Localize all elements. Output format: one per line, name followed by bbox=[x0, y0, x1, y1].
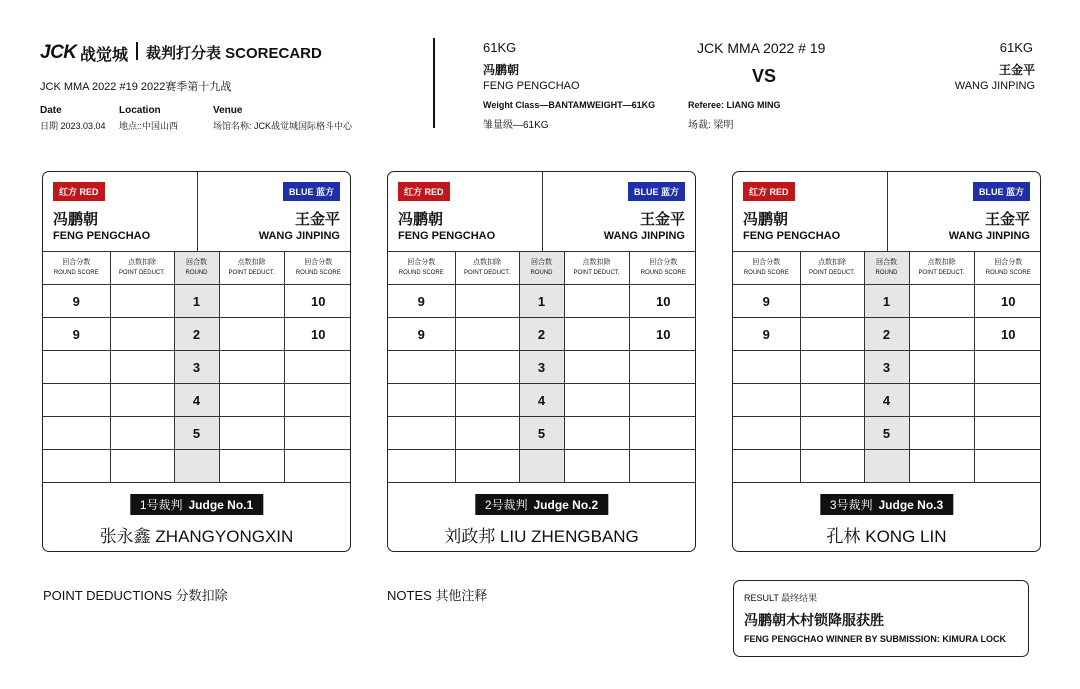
blue-round-score bbox=[284, 417, 351, 450]
red-round-score bbox=[388, 351, 455, 384]
round-number: 2 bbox=[174, 318, 219, 351]
header-blue-point-deduct-cn: 点数扣除 bbox=[237, 259, 266, 266]
round-number: 3 bbox=[519, 351, 564, 384]
red-fighter-name-cn: 冯鹏朝 bbox=[53, 211, 99, 228]
blue-deduct-total bbox=[564, 450, 629, 483]
blue-deduct-total bbox=[219, 450, 284, 483]
red-deduct-total bbox=[110, 450, 174, 483]
blue-point-deduct bbox=[909, 384, 974, 417]
blue-round-score: 10 bbox=[284, 318, 351, 351]
header-round bbox=[864, 252, 909, 285]
red-round-score: 9 bbox=[388, 318, 455, 351]
header-blue-point-deduct-en: POINT DEDUCT. bbox=[228, 270, 275, 276]
header-red-point-deduct-cn: 点数扣除 bbox=[818, 259, 846, 266]
red-corner-badge: 红方 RED bbox=[398, 182, 450, 201]
red-corner-badge: 红方 RED bbox=[743, 182, 795, 201]
blue-round-score: 10 bbox=[629, 318, 696, 351]
round-number: 4 bbox=[864, 384, 909, 417]
header-blue-round-score bbox=[284, 252, 351, 285]
blue-corner-badge: BLUE 蓝方 bbox=[973, 182, 1030, 201]
location-value: 地点::中国山西 bbox=[119, 121, 179, 131]
score-row bbox=[43, 285, 351, 318]
header-red-round-score-en: ROUND SCORE bbox=[743, 270, 789, 276]
blue-fighter-name-cn: 王金平 bbox=[639, 211, 685, 228]
header-round-en: ROUND bbox=[875, 270, 898, 276]
blue-fighter-name-en: WANG JINPING bbox=[603, 230, 685, 242]
header-round-en: ROUND bbox=[530, 270, 553, 276]
score-row bbox=[733, 351, 1041, 384]
round-number: 2 bbox=[864, 318, 909, 351]
red-point-deduct bbox=[110, 351, 174, 384]
round-number: 3 bbox=[174, 351, 219, 384]
round-number: 4 bbox=[174, 384, 219, 417]
total-row bbox=[733, 450, 1041, 483]
header-red-round-score-cn: 回合分数 bbox=[62, 259, 91, 266]
blue-point-deduct bbox=[219, 384, 284, 417]
blue-round-score bbox=[629, 417, 696, 450]
red-point-deduct bbox=[110, 417, 174, 450]
score-row bbox=[43, 417, 351, 450]
header-round bbox=[174, 252, 219, 285]
total-row bbox=[388, 450, 696, 483]
red-point-deduct bbox=[455, 384, 519, 417]
header-red-round-score-cn: 回合分数 bbox=[752, 259, 781, 266]
judge-badge-en: Judge No.1 bbox=[188, 498, 254, 512]
header-blue-point-deduct-en: POINT DEDUCT. bbox=[918, 270, 965, 276]
event-line: JCK MMA 2022 #19 2022赛季第十九战 bbox=[40, 81, 232, 93]
judge-card bbox=[387, 171, 696, 552]
round-number: 5 bbox=[174, 417, 219, 450]
blue-corner-badge: BLUE 蓝方 bbox=[283, 182, 340, 201]
red-round-score: 9 bbox=[43, 318, 110, 351]
referee-cn: 场裁: 梁明 bbox=[688, 120, 734, 131]
header-blue-point-deduct-en: POINT DEDUCT. bbox=[573, 270, 620, 276]
score-row bbox=[733, 417, 1041, 450]
blue-fighter-cn: 王金平 bbox=[998, 63, 1035, 77]
judge-name: 孔林 KONG LIN bbox=[826, 527, 947, 546]
red-fighter-name-cn: 冯鹏朝 bbox=[743, 211, 789, 228]
red-point-deduct bbox=[455, 285, 519, 318]
score-row bbox=[43, 351, 351, 384]
score-table-header bbox=[43, 252, 351, 285]
header-blue-point-deduct bbox=[219, 252, 284, 285]
red-total bbox=[733, 450, 800, 483]
header-round-cn: 回合数 bbox=[876, 259, 897, 266]
fighter-divider bbox=[197, 172, 198, 252]
scorecard-title: 裁判打分表 SCORECARD bbox=[146, 45, 322, 62]
red-round-score bbox=[733, 417, 800, 450]
score-table-header bbox=[388, 252, 696, 285]
score-row bbox=[733, 318, 1041, 351]
red-round-score bbox=[43, 351, 110, 384]
red-point-deduct bbox=[455, 318, 519, 351]
header-blue-point-deduct-cn: 点数扣除 bbox=[927, 259, 956, 266]
blue-point-deduct bbox=[219, 351, 284, 384]
red-total bbox=[388, 450, 455, 483]
blue-total bbox=[974, 450, 1041, 483]
blue-point-deduct bbox=[219, 318, 284, 351]
vs-label: VS bbox=[752, 66, 777, 86]
header-blue-point-deduct-cn: 点数扣除 bbox=[582, 259, 611, 266]
header-red-point-deduct-cn: 点数扣除 bbox=[128, 259, 156, 266]
red-fighter-name-en: FENG PENGCHAO bbox=[53, 230, 151, 242]
red-total bbox=[43, 450, 110, 483]
judge-name: 刘政邦 LIU ZHENGBANG bbox=[444, 527, 639, 546]
venue-value: 场馆名称: JCK战觉城国际格斗中心 bbox=[213, 121, 353, 131]
header-red-point-deduct bbox=[800, 252, 864, 285]
blue-fighter-name-cn: 王金平 bbox=[294, 211, 340, 228]
header-red-point-deduct-en: POINT DEDUCT. bbox=[809, 270, 855, 276]
weight-class-en: Weight Class—BANTAMWEIGHT—61KG bbox=[483, 100, 656, 110]
red-point-deduct bbox=[455, 417, 519, 450]
header-blue-point-deduct bbox=[909, 252, 974, 285]
red-round-score bbox=[388, 384, 455, 417]
red-round-score bbox=[43, 384, 110, 417]
round-number: 3 bbox=[864, 351, 909, 384]
round-blank bbox=[174, 450, 219, 483]
brand-logo-cn: 战觉城 bbox=[80, 47, 129, 64]
blue-fighter-name-en: WANG JINPING bbox=[948, 230, 1030, 242]
blue-round-score: 10 bbox=[629, 285, 696, 318]
header-blue-point-deduct bbox=[564, 252, 629, 285]
score-row bbox=[388, 351, 696, 384]
red-point-deduct bbox=[110, 384, 174, 417]
blue-point-deduct bbox=[909, 285, 974, 318]
header-red-round-score-en: ROUND SCORE bbox=[53, 270, 99, 276]
judge-badge-en: Judge No.2 bbox=[533, 498, 599, 512]
score-row bbox=[388, 384, 696, 417]
blue-fighter-name-en: WANG JINPING bbox=[258, 230, 340, 242]
blue-point-deduct bbox=[219, 417, 284, 450]
red-fighter-name-en: FENG PENGCHAO bbox=[398, 230, 496, 242]
header-round-cn: 回合数 bbox=[186, 259, 207, 266]
score-row bbox=[733, 384, 1041, 417]
header-round bbox=[519, 252, 564, 285]
red-fighter-cn: 冯鹏朝 bbox=[483, 63, 520, 77]
round-number: 5 bbox=[864, 417, 909, 450]
header-blue-round-score-cn: 回合分数 bbox=[304, 259, 333, 266]
fighter-divider bbox=[887, 172, 888, 252]
red-point-deduct bbox=[800, 318, 864, 351]
blue-point-deduct bbox=[564, 318, 629, 351]
header-red-point-deduct bbox=[110, 252, 174, 285]
header-red-point-deduct bbox=[455, 252, 519, 285]
result-box bbox=[733, 580, 1029, 657]
red-round-score bbox=[388, 417, 455, 450]
header-blue-round-score-cn: 回合分数 bbox=[994, 259, 1023, 266]
event-title: JCK MMA 2022 # 19 bbox=[697, 40, 826, 56]
red-round-score bbox=[733, 351, 800, 384]
red-fighter-en: FENG PENGCHAO bbox=[483, 80, 580, 92]
header-red-point-deduct-en: POINT DEDUCT. bbox=[464, 270, 510, 276]
round-number: 2 bbox=[519, 318, 564, 351]
score-table bbox=[388, 251, 696, 483]
red-point-deduct bbox=[800, 285, 864, 318]
result-cn: 冯鹏朝木村锁降服获胜 bbox=[744, 612, 884, 628]
blue-fighter-name-cn: 王金平 bbox=[984, 211, 1030, 228]
red-fighter-name-en: FENG PENGCHAO bbox=[743, 230, 841, 242]
red-weight: 61KG bbox=[483, 40, 517, 55]
score-table bbox=[733, 251, 1041, 483]
header-red-round-score-cn: 回合分数 bbox=[407, 259, 436, 266]
header-red-round-score bbox=[43, 252, 110, 285]
red-fighter-name-cn: 冯鹏朝 bbox=[398, 211, 444, 228]
header-blue-round-score-en: ROUND SCORE bbox=[985, 270, 1031, 276]
brand-logo: JCK bbox=[40, 42, 77, 63]
red-point-deduct bbox=[110, 318, 174, 351]
judge-badge-en: Judge No.3 bbox=[878, 498, 944, 512]
round-number: 1 bbox=[519, 285, 564, 318]
header-blue-round-score bbox=[974, 252, 1041, 285]
judge-card bbox=[732, 171, 1041, 552]
blue-round-score bbox=[629, 384, 696, 417]
red-deduct-total bbox=[455, 450, 519, 483]
red-round-score bbox=[733, 384, 800, 417]
venue-label: Venue bbox=[213, 105, 243, 116]
score-row bbox=[733, 285, 1041, 318]
blue-round-score bbox=[629, 351, 696, 384]
score-table-header bbox=[733, 252, 1041, 285]
header-blue-round-score-cn: 回合分数 bbox=[649, 259, 678, 266]
header-blue-round-score bbox=[629, 252, 696, 285]
judge-badge bbox=[820, 494, 953, 515]
red-deduct-total bbox=[800, 450, 864, 483]
judge-badge bbox=[130, 494, 263, 515]
judge-card bbox=[42, 171, 351, 552]
blue-point-deduct bbox=[564, 384, 629, 417]
round-blank bbox=[519, 450, 564, 483]
header-red-point-deduct-en: POINT DEDUCT. bbox=[119, 270, 165, 276]
judge-badge-cn: 3号裁判 bbox=[829, 498, 873, 512]
round-number: 1 bbox=[864, 285, 909, 318]
blue-point-deduct bbox=[909, 417, 974, 450]
referee-en: Referee: LIANG MING bbox=[688, 100, 781, 110]
blue-round-score bbox=[974, 351, 1041, 384]
logo-separator bbox=[136, 42, 138, 60]
blue-fighter-en: WANG JINPING bbox=[954, 80, 1035, 92]
judge-name: 张永鑫 ZHANGYONGXIN bbox=[99, 527, 294, 546]
red-point-deduct bbox=[455, 351, 519, 384]
blue-total bbox=[629, 450, 696, 483]
judge-badge-cn: 1号裁判 bbox=[139, 498, 183, 512]
header-red-round-score-en: ROUND SCORE bbox=[398, 270, 444, 276]
header-divider bbox=[433, 38, 435, 128]
header-blue-round-score-en: ROUND SCORE bbox=[295, 270, 341, 276]
red-point-deduct bbox=[800, 384, 864, 417]
header-blue-round-score-en: ROUND SCORE bbox=[640, 270, 686, 276]
result-label: RESULT 最终结果 bbox=[744, 593, 818, 603]
blue-point-deduct bbox=[909, 351, 974, 384]
point-deductions-label: POINT DEDUCTIONS 分数扣除 bbox=[43, 588, 228, 603]
header-red-round-score bbox=[733, 252, 800, 285]
blue-point-deduct bbox=[564, 417, 629, 450]
blue-round-score bbox=[284, 351, 351, 384]
round-blank bbox=[864, 450, 909, 483]
blue-round-score: 10 bbox=[974, 285, 1041, 318]
total-row bbox=[43, 450, 351, 483]
score-row bbox=[43, 384, 351, 417]
location-label: Location bbox=[119, 105, 161, 116]
blue-round-score: 10 bbox=[974, 318, 1041, 351]
round-number: 4 bbox=[519, 384, 564, 417]
red-point-deduct bbox=[110, 285, 174, 318]
red-round-score bbox=[43, 417, 110, 450]
blue-round-score bbox=[974, 384, 1041, 417]
judge-badge-cn: 2号裁判 bbox=[484, 498, 528, 512]
blue-round-score: 10 bbox=[284, 285, 351, 318]
round-number: 5 bbox=[519, 417, 564, 450]
red-round-score: 9 bbox=[733, 285, 800, 318]
judge-badge bbox=[475, 494, 608, 515]
red-corner-badge: 红方 RED bbox=[53, 182, 105, 201]
red-round-score: 9 bbox=[733, 318, 800, 351]
score-row bbox=[388, 318, 696, 351]
date-value: 日期 2023.03.04 bbox=[40, 121, 106, 131]
score-table bbox=[43, 251, 351, 483]
red-point-deduct bbox=[800, 351, 864, 384]
blue-point-deduct bbox=[909, 318, 974, 351]
blue-round-score bbox=[284, 384, 351, 417]
red-round-score: 9 bbox=[388, 285, 455, 318]
fighter-divider bbox=[542, 172, 543, 252]
red-point-deduct bbox=[800, 417, 864, 450]
blue-deduct-total bbox=[909, 450, 974, 483]
red-round-score: 9 bbox=[43, 285, 110, 318]
date-label: Date bbox=[40, 105, 62, 116]
score-row bbox=[388, 417, 696, 450]
blue-point-deduct bbox=[564, 285, 629, 318]
score-row bbox=[388, 285, 696, 318]
blue-round-score bbox=[974, 417, 1041, 450]
blue-point-deduct bbox=[564, 351, 629, 384]
round-number: 1 bbox=[174, 285, 219, 318]
notes-label: NOTES 其他注释 bbox=[387, 588, 488, 603]
blue-corner-badge: BLUE 蓝方 bbox=[628, 182, 685, 201]
result-en: FENG PENGCHAO WINNER BY SUBMISSION: KIMURA LOCK bbox=[744, 634, 1007, 644]
blue-total bbox=[284, 450, 351, 483]
blue-weight: 61KG bbox=[999, 40, 1033, 55]
header-round-cn: 回合数 bbox=[531, 259, 552, 266]
weight-class-cn: 雏量级—61KG bbox=[483, 120, 549, 131]
header-red-round-score bbox=[388, 252, 455, 285]
header-round-en: ROUND bbox=[185, 270, 208, 276]
score-row bbox=[43, 318, 351, 351]
blue-point-deduct bbox=[219, 285, 284, 318]
header-red-point-deduct-cn: 点数扣除 bbox=[473, 259, 501, 266]
